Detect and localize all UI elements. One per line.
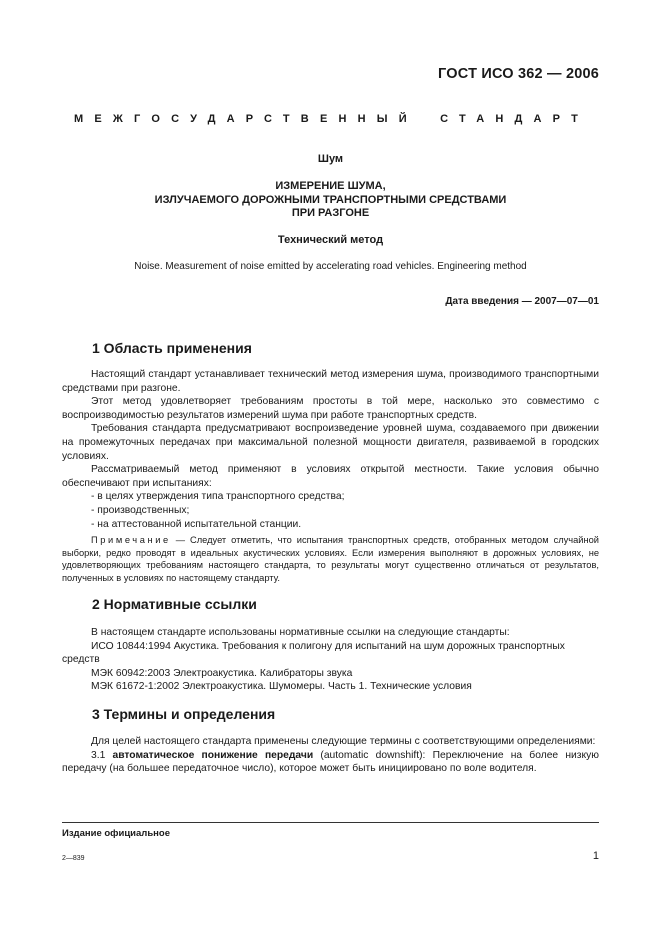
term-text: (automatic downshift): Переключение на более низкую передачу (на большее передаточное число), которое может быть инициировано по воле водителя. [62, 749, 599, 775]
standard-label: СТАНДАРТ [440, 113, 589, 125]
title-line-1: ИЗМЕРЕНИЕ ШУМА, [275, 180, 386, 192]
section-1-body [62, 368, 599, 531]
section-2-heading: 2 Нормативные ссылки [92, 596, 257, 612]
paragraph: Рассматриваемый метод применяют в условиях открытой местности. Такие условия обычно обеспечивают при испытаниях: [62, 464, 599, 489]
introduction-date: Дата введения — 2007—07—01 [445, 296, 599, 307]
official-edition-label: Издание официальное [62, 828, 170, 839]
note-text: — Следует отметить, что испытания транспортных средств, отобранных методом случайной выборки, редко проводят в идеальных акустических условиях. Если измерения выполняют в дорожных условиях, не удовлетворяющих требованиям настоящего стандарта, то результаты могут существенно отличаться от результатов, полученных в условиях по настоящему стандарту. [62, 535, 599, 584]
reference-item: ИСО 10844:1994 Акустика. Требования к полигону для испытаний на шум дорожных транспортных средств [62, 640, 565, 666]
footer-divider [62, 822, 599, 823]
paragraph: Этот метод удовлетворяет требованиям простоты в той мере, насколько это совместимо с воспроизводимостью результатов измерений шума при работе транспортных средств. [62, 396, 599, 421]
title-line-3: ПРИ РАЗГОНЕ [291, 207, 370, 219]
section-1-note [62, 534, 599, 585]
paragraph: Требования стандарта предусматривают воспроизведение уровней шума, создаваемого при движении на промежуточных передачах при максимальной полезной мощности двигателя, развиваемой в городских условиях. [62, 423, 599, 462]
section-2-body [62, 626, 599, 694]
section-1-heading: 1 Область применения [92, 340, 252, 356]
term-number: 3.1 [91, 749, 113, 761]
reference-item: МЭК 61672-1:2002 Электроакустика. Шумомеры. Часть 1. Технические условия [91, 681, 472, 693]
print-code: 2—839 [62, 855, 85, 862]
section-3-heading: 3 Термины и определения [92, 706, 276, 722]
standard-code: ГОСТ ИСО 362 — 2006 [438, 66, 599, 82]
reference-item: МЭК 60942:2003 Электроакустика. Калибраторы звука [91, 667, 353, 679]
document-title [62, 180, 599, 221]
english-title: Noise. Measurement of noise emitted by accelerating road vehicles. Engineering method [134, 261, 527, 272]
note-label: Примечание [91, 535, 171, 545]
list-item: - производственных; [91, 504, 190, 516]
page-number: 1 [592, 850, 599, 862]
term-definition [62, 749, 599, 776]
title-line-2: ИЗЛУЧАЕМОГО ДОРОЖНЫМИ ТРАНСПОРТНЫМИ СРЕДСТВАМИ [154, 193, 507, 206]
list-item: - в целях утверждения типа транспортного средства; [91, 491, 345, 503]
interstate-standard-banner [74, 113, 589, 125]
section-3-body [62, 735, 599, 776]
paragraph: Для целей настоящего стандарта применены следующие термины с соответствующими определениями: [91, 736, 596, 747]
term-name: автоматическое понижение передачи [112, 749, 314, 761]
interstate-label: МЕЖГОСУДАРСТВЕННЫЙ [74, 113, 418, 125]
paragraph: В настоящем стандарте использованы нормативные ссылки на следующие стандарты: [91, 627, 510, 638]
list-item: - на аттестованной испытательной станции. [91, 518, 302, 530]
method-subtitle: Технический метод [277, 234, 384, 246]
subject-heading: Шум [317, 153, 344, 165]
paragraph: Настоящий стандарт устанавливает технический метод измерения шума, производимого транспортными средствами при разгоне. [62, 369, 599, 394]
